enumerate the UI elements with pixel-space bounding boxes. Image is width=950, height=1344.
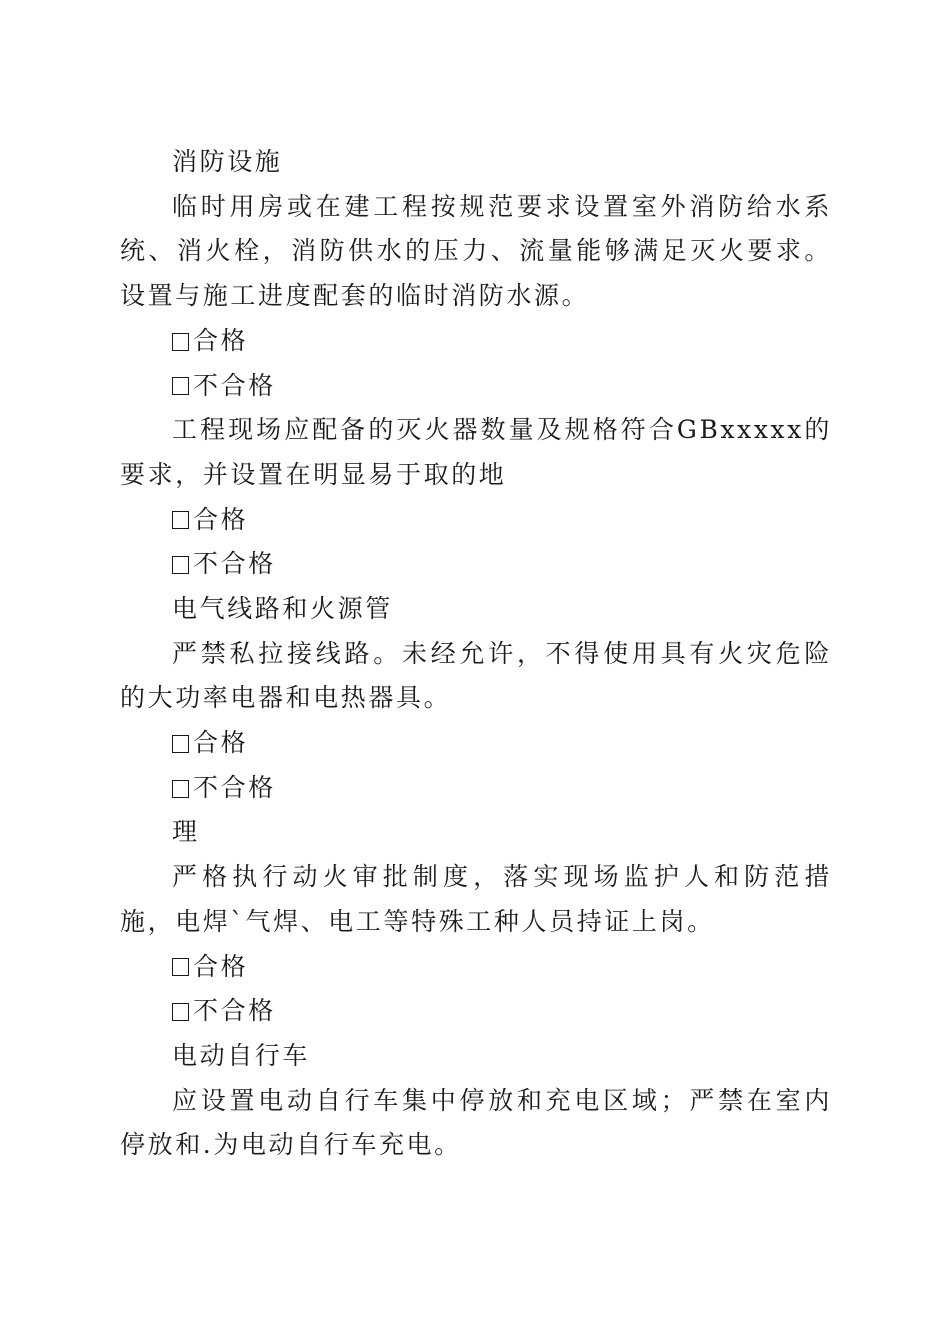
fail-label: 不合格 xyxy=(193,370,276,400)
item-fire-water-supply-fail-option[interactable] xyxy=(120,364,832,409)
fail-label: 不合格 xyxy=(193,772,276,802)
pass-label: 合格 xyxy=(193,325,249,355)
item-ebike-text: 应设置电动自行车集中停放和充电区域；严禁在室内停放和.为电动自行车充电。 xyxy=(120,1085,832,1160)
item-hot-work-text: 严格执行动火审批制度，落实现场监护人和防范措施，电焊`气焊、电工等特殊工种人员持证上岗。 xyxy=(120,862,832,936)
item-wiring-pass-option[interactable] xyxy=(120,721,832,766)
checkbox-icon[interactable] xyxy=(172,735,189,753)
item-extinguishers-fail-option[interactable] xyxy=(120,542,832,587)
section-heading-electrical: 电气线路和火源管 xyxy=(172,593,393,623)
checkbox-icon[interactable] xyxy=(172,958,189,976)
fail-label: 不合格 xyxy=(193,549,276,579)
checkbox-icon[interactable] xyxy=(172,333,189,351)
item-hot-work-pass-option[interactable] xyxy=(120,945,832,990)
pass-label: 合格 xyxy=(193,504,249,534)
item-hot-work-fail-option[interactable] xyxy=(120,989,832,1034)
pass-label: 合格 xyxy=(193,951,249,981)
item-fire-water-supply-pass-option[interactable] xyxy=(120,319,832,364)
item-extinguishers-text: 工程现场应配备的灭火器数量及规格符合GBxxxxx的要求，并设置在明显易于取的地 xyxy=(120,415,832,489)
item-wiring-text: 严禁私拉接线路。未经允许，不得使用具有火灾危险的大功率电器和电热器具。 xyxy=(120,638,832,713)
checkbox-icon[interactable] xyxy=(172,780,189,798)
item-wiring-fail-option[interactable] xyxy=(120,766,832,811)
checkbox-icon[interactable] xyxy=(172,377,189,395)
pass-label: 合格 xyxy=(193,728,249,758)
checkbox-icon[interactable] xyxy=(172,556,189,574)
item-extinguishers-pass-option[interactable] xyxy=(120,498,832,543)
section-heading-management-suffix: 理 xyxy=(172,817,200,847)
fail-label: 不合格 xyxy=(193,996,276,1026)
checkbox-icon[interactable] xyxy=(172,511,189,529)
section-heading-fire-facilities: 消防设施 xyxy=(172,147,283,176)
document-body xyxy=(120,140,832,1168)
item-fire-water-supply-text: 临时用房或在建工程按规范要求设置室外消防给水系统、消火栓，消防供水的压力、流量能够满足灭火要求。设置与施工进度配套的临时消防水源。 xyxy=(120,191,832,311)
section-heading-ebike: 电动自行车 xyxy=(172,1040,311,1070)
checkbox-icon[interactable] xyxy=(172,1003,189,1021)
